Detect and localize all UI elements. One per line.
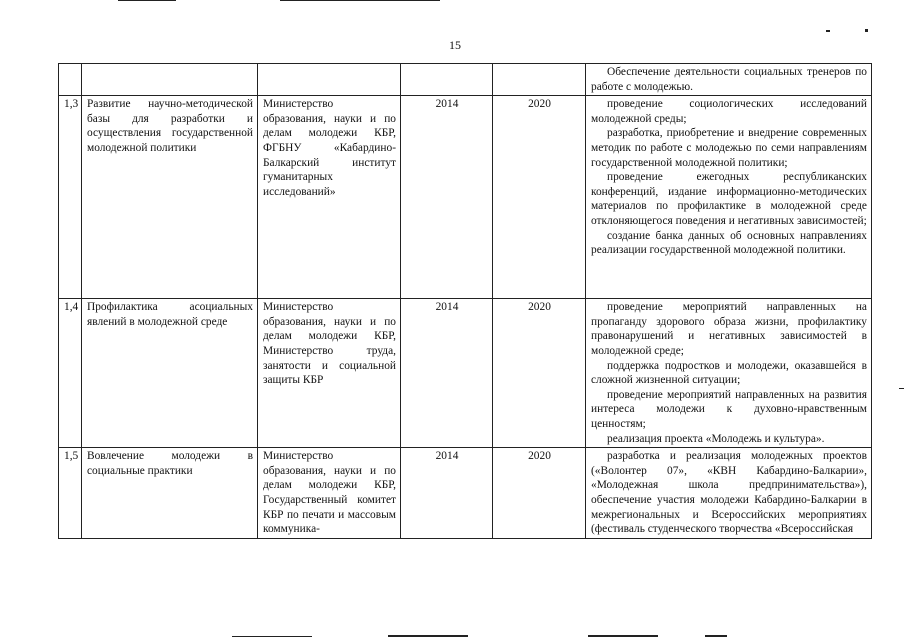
activities — [586, 96, 872, 299]
start-year: 2014 — [401, 96, 493, 299]
activity-item: разработка, приобретение и внедрение современных методик по работе с молодежью по семи направлениям государственной молодежной политики; — [591, 127, 867, 169]
scan-mark — [588, 635, 658, 637]
row-number — [59, 64, 82, 96]
measure-name: Вовлечение молодежи в социальные практики — [82, 448, 258, 539]
table-row — [59, 299, 872, 448]
scan-mark — [232, 636, 312, 637]
measure-name: Развитие научно-методической базы для разработки и осуществления государственной молодежной политики — [82, 96, 258, 299]
activities — [586, 299, 872, 448]
responsible-org: Министерство образования, науки и по делам молодежи КБР, ФГБНУ «Кабардино-Балкарский институт гуманитарных исследований» — [258, 96, 401, 299]
activity-item: создание банка данных об основных направлениях реализации государственной молодежной политики. — [591, 229, 867, 257]
program-table — [58, 63, 872, 539]
row-number: 1,3 — [59, 96, 82, 299]
page-number: 15 — [449, 38, 461, 52]
start-year: 2014 — [401, 448, 493, 539]
activity-item: разработка и реализация молодежных проектов («Волонтер 07», «КВН Кабардино-Балкарии», «Молодежная школа предпринимательства»), обеспечение участия молодежи Кабардино-Балкарии в межрегиональных и Всероссийских мероприятиях (фестиваль студенческого творчества «Всероссийская — [591, 450, 867, 536]
measure-name — [82, 64, 258, 96]
activities — [586, 64, 872, 96]
start-year: 2014 — [401, 299, 493, 448]
scan-mark — [118, 0, 176, 1]
responsible-org: Министерство образования, науки и по делам молодежи КБР, Государственный комитет КБР по печати и массовым коммуника- — [258, 448, 401, 539]
end-year: 2020 — [493, 96, 586, 299]
scan-mark — [388, 635, 468, 637]
activity-item: поддержка подростков и молодежи, оказавшейся в сложной жизненной ситуации; — [591, 359, 867, 387]
end-year: 2020 — [493, 299, 586, 448]
end-year — [493, 64, 586, 96]
activities — [586, 448, 872, 539]
table-row — [59, 448, 872, 539]
activity-item: проведение мероприятий направленных на развития интереса молодежи к духовно-нравственным ценностям; — [591, 388, 867, 430]
responsible-org: Министерство образования, науки и по делам молодежи КБР, Министерство труда, занятости и социальной защиты КБР — [258, 299, 401, 448]
scan-mark — [826, 30, 830, 32]
scan-mark — [280, 0, 440, 1]
activity-item: проведение ежегодных республиканских конференций, издание информационно-методических материалов по профилактике в молодежной среде отклоняющегося поведения и негативных зависимостей; — [591, 171, 867, 227]
scan-mark — [865, 29, 868, 32]
activity-item: реализация проекта «Молодежь и культура». — [607, 432, 825, 445]
end-year: 2020 — [493, 448, 586, 539]
activity-item: Обеспечение деятельности социальных тренеров по работе с молодежью. — [591, 66, 867, 93]
start-year — [401, 64, 493, 96]
row-number: 1,5 — [59, 448, 82, 539]
scan-mark — [899, 388, 904, 389]
activity-item: проведение социологических исследований молодежной среды; — [591, 98, 867, 125]
row-number: 1,4 — [59, 299, 82, 448]
measure-name: Профилактика асоциальных явлений в молодежной среде — [82, 299, 258, 448]
activity-item: проведение мероприятий направленных на пропаганду здорового образа жизни, профилактику правонарушений и негативных зависимостей в молодежной среде; — [591, 301, 867, 357]
responsible-org — [258, 64, 401, 96]
table-row — [59, 96, 872, 299]
table-row — [59, 64, 872, 96]
scan-mark — [705, 635, 727, 637]
